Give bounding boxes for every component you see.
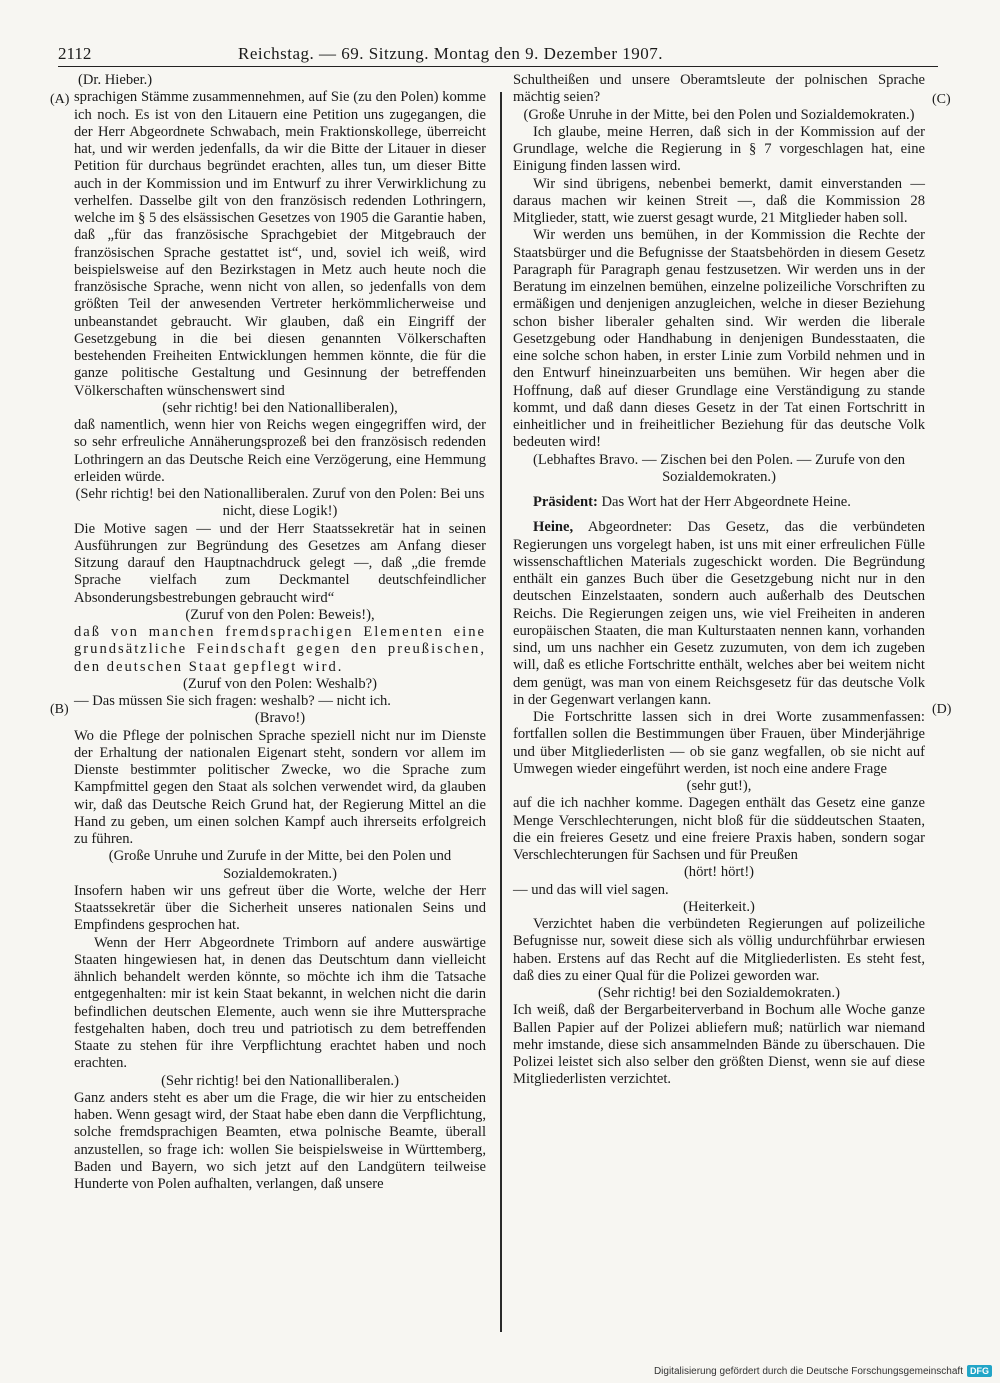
heine-label: Heine, [533, 519, 574, 536]
paragraph: — und das will viel sagen. [513, 881, 669, 898]
heine-text: Abgeordneter: Das Gesetz, das die verbündeten Regierungen uns vorgelegt haben, ist uns mit einer erfreulichen Fülle wissenschaftlichen Materials zugeschickt worden. Die Begründung enthält ein ganzes Buch über die Gesetzgebung nicht nur in den deutschen Einzelstaaten, sondern auch außerhalb des Deutschen Reichs. Die Regierungen zeigen uns, wie viel Freiheiten in anderen europäischen Staaten, die man Kulturstaaten nennen kann, vorhanden sind, um uns nachher ein Gesetz zuzumuten, von dem ich zugeben will, daß es etliche Fortschritte enthält, welches aber bei weitem nicht dem genügt, was man von einem Reichsgesetz für das deutsche Volk in der Gegenwart verlangen kann. [513, 519, 925, 708]
paragraph: daß namentlich, wenn hier von Reichs wegen eingegriffen wird, der so sehr erfreuliche Annäherungsprozeß bei den französisch redenden Lothringern an das Deutsche Reich eine Verzögerung, eine Hemmung erleiden würde. [74, 417, 486, 485]
paragraph: Ich weiß, daß der Bergarbeiterverband in Bochum alle Woche ganze Ballen Papier auf der Polizei abliefern muß; natürlich war niemand mehr imstande, diese sich ansammelnden Bände zu überschauen. Die Polizei leistet sich also selber den größten Dienst, wenn sie auf diese Mitgliederlisten verzichtet. [513, 1002, 925, 1088]
interjection: (sehr richtig! bei den Nationalliberalen), [162, 399, 398, 416]
left-column [74, 72, 486, 1193]
right-column [513, 72, 925, 1089]
page-number: 2112 [58, 44, 92, 63]
heine-paragraph [513, 519, 925, 709]
paragraph: Wir sind übrigens, nebenbei bemerkt, damit einverstanden — daraus machen wir keinen Streit —, daß die Kommission 28 Mitglieder, statt, wie zuerst gesagt wurde, 21 Mitglieder haben soll. [513, 175, 925, 226]
paragraph: auf die ich nachher komme. Dagegen enthält das Gesetz eine ganze Menge Verschlechterungen, nicht bloß für die süddeutschen Staaten, die ein freieres Gesetz und eine freiere Praxis haben, sondern sogar Verschlechterungen für Sachsen und für Preußen [513, 795, 925, 863]
margin-marker-b: (B) [50, 702, 69, 717]
interjection: (sehr gut!), [686, 778, 752, 794]
credit-text: Digitalisierung gefördert durch die Deutsche Forschungsgemeinschaft [653, 1365, 963, 1377]
margin-marker-d: (D) [932, 702, 952, 717]
footer-credit [654, 1365, 992, 1377]
president-label: Präsident: [533, 494, 598, 510]
running-title: Reichstag. — 69. Sitzung. Montag den 9. Dezember 1907. [238, 44, 664, 63]
paragraph: — Das müssen Sie sich fragen: weshalb? — nicht ich. [74, 693, 391, 709]
paragraph: Wenn der Herr Abgeordnete Trimborn auf andere auswärtige Staaten hingewiesen hat, in denen das Deutschtum dann vielleicht ähnlich behandelt werden könnte, so möchte ich ihm die Tatsache entgegenhalten: mir ist kein Staat bekannt, in welchen nicht die darin befindlichen deutschen Elemente, auch wenn sie ihre Muttersprache festgehalten haben, doch treu und patriotisch zu dem betreffenden Staate zu stehen für ihre Verpflichtung erachtet haben und noch erachten. [74, 934, 486, 1072]
paragraph: Ich glaube, meine Herren, daß sich in der Kommission auf der Grundlage, welche die Regierung in § 7 vorgeschlagen hat, eine Einigung finden lassen wird. [513, 123, 925, 175]
dfg-logo-icon: DFG [967, 1365, 992, 1377]
paragraph: Schultheißen und unsere Oberamtsleute der polnischen Sprache mächtig seien? [513, 72, 925, 106]
paragraph: Ganz anders steht es aber um die Frage, die wir hier zu entscheiden haben. Wenn gesagt wird, der Staat habe eben dann die Verpflichtung, solche fremdsprachigen Beamten, etwa polnische Beamte, überall anzustellen, so frage ich: wollen Sie beispielsweise in Württemberg, Baden und Bayern, wo sich jetzt auf den Landgütern teilweise Hunderte von Polen aufhalten, verlangen, daß unsere [74, 1089, 486, 1192]
margin-marker-c: (C) [932, 92, 951, 107]
president-paragraph [513, 494, 925, 511]
interjection: (Lebhaftes Bravo. — Zischen bei den Polen. — Zurufe von den Sozialdemokraten.) [532, 451, 906, 485]
paragraph: Die Fortschritte lassen sich in drei Worte zusammenfassen: fortfallen sollen die Bestimmungen über Frauen, über Minderjährige und über Mitgliederlisten — ob sie ganz wegfallen, ob sie nicht auf Umwegen wieder eingeführt werden, ist noch eine andere Frage [513, 709, 925, 777]
interjection: (Zuruf von den Polen: Weshalb?) [183, 675, 377, 692]
interjection: (hört! hört!) [683, 864, 755, 881]
interjection: (Sehr richtig! bei den Nationalliberalen.) [161, 1072, 399, 1089]
page-header [58, 44, 938, 67]
paragraph: Wir werden uns bemühen, in der Kommission die Rechte der Staatsbürger und die Befugnisse der Staatsbehörden in diesem Gesetz Paragraph für Paragraph genau festzusetzen. Wir werden uns in der Beratung im einzelnen bemühen, einzelne polizeiliche Vorschriften zu ermäßigen und denjenigen anzugleichen, welche in dieser Beziehung schon bisher liberaler gehalten sind. Wir werden die liberale Gesetzgebung oder Handhabung in denjenigen Bundesstaaten, die eine solche schon haben, in erster Linie zum Vorbild nehmen und in den Entwurf hineinzuarbeiten uns bemühen. Wir hegen aber die Hoffnung, daß auf dieser Grundlage eine Verständigung zu stande kommt, und daß dann dieses Gesetz in der Tat einen Fortschritt in einheitlicher und in freiheitlicher Beziehung für das deutsche Volk bedeuten wird! [513, 227, 925, 451]
interjection: (Bravo!) [254, 710, 306, 727]
paragraph: Die Motive sagen — und der Herr Staatssekretär hat in seinen Ausführungen zur Begründung des Gesetzes am Anfang dieser Sitzung darauf den Hauptnachdruck gelegt —, daß „die fremde Sprache vielfach zum Deckmantel deutschfeindlicher Absonderungsbestrebungen gebraucht wird“ [74, 520, 486, 606]
paragraph: Insofern haben wir uns gefreut über die Worte, welche der Herr Staatssekretär über die Sicherheit unseres nationalen Seins und Empfindens gesprochen hat. [74, 882, 486, 934]
interjection: (Sehr richtig! bei den Sozialdemokraten.) [598, 985, 840, 1001]
paragraph: Verzichtet haben die verbündeten Regierungen auf polizeiliche Befugnisse nur, soweit diese sich als völlig undurchführbar erwiesen haben. Erstens auf das Recht auf die Mitgliederlisten. Es steht fest, daß dies zu einer Qual für die Polizei geworden war. [513, 916, 925, 984]
interjection: (Sehr richtig! bei den Nationalliberalen. Zuruf von den Polen: Bei uns nicht, diese Logik!) [75, 486, 485, 520]
paragraph: sprachigen Stämme zusammennehmen, auf Sie (zu den Polen) komme ich noch. Es ist von den Litauern eine Petition uns zugegangen, die der Herr Abgeordnete Schwabach, mein Fraktionskollege, überreicht hat, und wir werden jedenfalls, da wir die Bitte der Litauer in dieser Petition für durchaus begründet erachten, alles tun, um dieser Bitte auch in der Kommission und im Entwurf zu ihrer Verwirklichung zu verhelfen. Dasselbe gilt von den französisch redenden Lothringern, welche im § 5 des elsässischen Gesetzes von 1905 die Garantie haben, daß „für das französische Sprachgebiet der Mitgebrauch der französischen Sprache gestattet ist“, und, soviel ich weiß, wird beispielsweise auf den Bezirkstagen in Metz auch heute noch die französische Sprache, wenn nicht von allen, so jedenfalls von dem größten Teil der anwesenden Vertreter herkömmlicherweise und unbeanstandet gebraucht. Wir glauben, daß ein Eingriff der Gesetzgebung in die bei diesen genannten Völkerschaften bestehenden Freiheiten Entwicklungen hemmen könnte, die für die ganze politische Gestaltung und Gesinnung der betreffenden Völkerschaften wünschenswert sind [74, 89, 486, 399]
interjection: (Große Unruhe in der Mitte, bei den Polen und Sozialdemokraten.) [523, 106, 915, 123]
speaker-tag: (Dr. Hieber.) [78, 72, 153, 88]
interjection: (Große Unruhe und Zurufe in der Mitte, bei den Polen und Sozialdemokraten.) [108, 848, 452, 882]
president-text: Das Wort hat der Herr Abgeordnete Heine. [601, 494, 851, 510]
margin-marker-a: (A) [50, 92, 70, 107]
paragraph: Wo die Pflege der polnischen Sprache speziell nicht nur im Dienste der Erhaltung der nationalen Eigenart steht, sondern vor allem im Dienste bestimmter politischer Zwecke, wo die Sprache zum Kampfmittel gegen den Staat als solchen verwendet wird, da glauben wir, daß das Deutsche Reich Grund hat, der Regierung Mittel an die Hand zu geben, um einen solchen Kampf auch ihrerseits erfolgreich zu führen. [74, 727, 486, 847]
paragraph-spaced: daß von manchen fremdsprachigen Elementen eine grundsätzliche Feindschaft gegen den preußischen, den deutschen Staat gepflegt wird. [74, 624, 486, 675]
interjection: (Zuruf von den Polen: Beweis!), [185, 606, 375, 623]
interjection: (Heiterkeit.) [683, 898, 755, 915]
column-divider [500, 92, 502, 1332]
